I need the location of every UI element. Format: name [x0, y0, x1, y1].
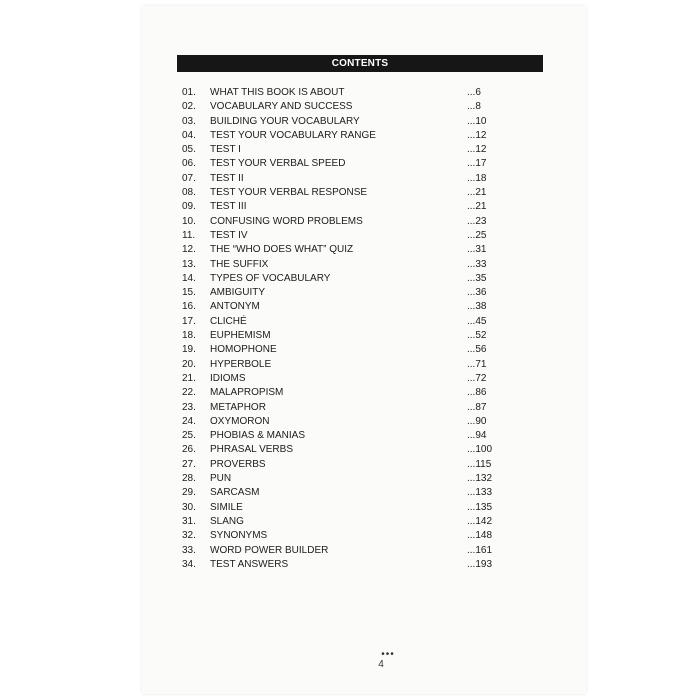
- toc-entry-number: 19.: [182, 344, 196, 356]
- toc-entry-number: 07.: [182, 172, 196, 184]
- toc-entry: [182, 544, 502, 558]
- toc-entry-number: 09.: [182, 201, 196, 213]
- toc-entry-number: 21.: [182, 372, 196, 384]
- toc-entry-title: ANTONYM: [210, 301, 260, 313]
- toc-entry-number: 12.: [182, 244, 196, 256]
- toc-entry-number: 17.: [182, 315, 196, 327]
- toc-entry: [182, 486, 502, 500]
- toc-entry-number: 02.: [182, 101, 196, 113]
- toc-entry-title: TEST I: [210, 144, 241, 156]
- toc-entry-title: OXYMORON: [210, 415, 270, 427]
- toc-entry-page: ...193: [467, 558, 493, 570]
- toc-entry-title: SIMILE: [210, 501, 243, 513]
- toc-entry-page: ...33: [467, 258, 487, 270]
- toc-entry: [182, 172, 502, 186]
- toc-entry: [182, 200, 502, 214]
- toc-entry: [182, 243, 502, 257]
- toc-entry-title: BUILDING YOUR VOCABULARY: [210, 115, 360, 127]
- toc-entry-number: 23.: [182, 401, 196, 413]
- toc-entry-number: 32.: [182, 530, 196, 542]
- toc-entry-title: TYPES OF VOCABULARY: [210, 272, 331, 284]
- toc-entry: [182, 372, 502, 386]
- toc-entry-number: 16.: [182, 301, 196, 313]
- toc-entry-page: ...115: [467, 458, 492, 470]
- toc-entry-page: ...133: [467, 487, 493, 499]
- toc-entry-number: 03.: [182, 115, 196, 127]
- toc-entry-title: PHOBIAS & MANIAS: [210, 430, 306, 442]
- toc-entry-title: TEST ANSWERS: [210, 558, 289, 570]
- toc-entry-title: AMBIGUITY: [210, 287, 266, 299]
- toc-entry: [182, 429, 502, 443]
- book-page: [142, 6, 586, 694]
- toc-entry-number: 10.: [182, 215, 196, 227]
- toc-entry: [182, 129, 502, 143]
- toc-entry-title: TEST YOUR VOCABULARY RANGE: [210, 129, 376, 141]
- toc-entry-page: ...36: [467, 287, 487, 299]
- toc-entry-number: 20.: [182, 358, 196, 370]
- toc-entry: [182, 515, 502, 529]
- toc-entry-page: ...87: [467, 401, 487, 413]
- toc-entry-page: ...56: [467, 344, 487, 356]
- toc-entry-page: ...148: [467, 530, 493, 542]
- toc-entry-page: ...6: [467, 87, 481, 98]
- toc-entry-page: ...45: [467, 315, 487, 327]
- toc-entry: [182, 401, 502, 415]
- toc-entry-title: CLICHÉ: [210, 315, 247, 327]
- toc-entry-number: 34.: [182, 558, 196, 570]
- toc-entry: [182, 186, 502, 200]
- toc-entry-title: PROVERBS: [210, 458, 266, 470]
- toc-entry: [182, 157, 502, 171]
- toc-entry-title: HYPERBOLE: [210, 358, 272, 370]
- toc-entry: [182, 529, 502, 543]
- toc-entry: [182, 472, 502, 486]
- toc-entry-title: SARCASM: [210, 487, 260, 499]
- toc-entry-page: ...12: [467, 144, 487, 156]
- page-number: 4: [378, 659, 384, 670]
- toc-entry-number: 22.: [182, 387, 196, 399]
- toc-entry-number: 26.: [182, 444, 196, 456]
- toc-entry-page: ...86: [467, 387, 487, 399]
- toc-entry-page: ...100: [467, 444, 493, 456]
- toc-entry-title: TEST III: [210, 201, 247, 213]
- toc-entry-page: ...17: [467, 158, 487, 170]
- toc-entry-title: VOCABULARY AND SUCCESS: [210, 101, 353, 113]
- toc-entry: [182, 501, 502, 515]
- toc-entry: [182, 286, 502, 300]
- toc-entry-number: 24.: [182, 415, 196, 427]
- toc-entry: [182, 415, 502, 429]
- toc-entry: [182, 558, 502, 572]
- toc-entry-page: ...132: [467, 473, 493, 485]
- toc-entry-title: THE SUFFIX: [210, 258, 269, 270]
- toc-entry: [182, 100, 502, 114]
- toc-entry-title: TEST YOUR VERBAL RESPONSE: [210, 187, 368, 199]
- toc-entry-number: 31.: [182, 515, 196, 527]
- toc-entry-page: ...52: [467, 330, 487, 342]
- toc-entry-title: MALAPROPISM: [210, 387, 284, 399]
- toc-entry: [182, 458, 502, 472]
- toc-entry-title: SLANG: [210, 515, 244, 527]
- toc-entry: [182, 300, 502, 314]
- toc-entry: [182, 343, 502, 357]
- toc-entry-title: WORD POWER BUILDER: [210, 544, 329, 556]
- toc-entry-number: 01.: [182, 87, 196, 98]
- toc-entry-title: CONFUSING WORD PROBLEMS: [210, 215, 363, 227]
- toc-entry-title: HOMOPHONE: [210, 344, 277, 356]
- toc-entry-title: TEST IV: [210, 229, 248, 241]
- toc-entry-page: ...25: [467, 229, 487, 241]
- toc-entry-number: 08.: [182, 187, 196, 199]
- toc-entry-page: ...31: [467, 244, 487, 256]
- toc-entry-title: IDIOMS: [210, 372, 246, 384]
- toc-entry-page: ...72: [467, 372, 487, 384]
- toc-entry-page: ...161: [467, 544, 493, 556]
- toc-entry-number: 33.: [182, 544, 196, 556]
- toc-entry-page: ...21: [467, 201, 487, 213]
- toc-entry-page: ...18: [467, 172, 487, 184]
- toc-entry-title: PHRASAL VERBS: [210, 444, 293, 456]
- toc-entry-number: 25.: [182, 430, 196, 442]
- toc-entry: [182, 115, 502, 129]
- toc-entry-number: 18.: [182, 330, 196, 342]
- toc-entry-number: 28.: [182, 473, 196, 485]
- toc-entry: [182, 86, 502, 100]
- toc-entry: [182, 143, 502, 157]
- toc-entry: [182, 358, 502, 372]
- toc-entry-title: EUPHEMISM: [210, 330, 271, 342]
- toc-entry-page: ...90: [467, 415, 487, 427]
- toc-entry-page: ...35: [467, 272, 487, 284]
- toc-entry-title: METAPHOR: [210, 401, 266, 413]
- toc-entry-page: ...21: [467, 187, 487, 199]
- toc-entry: [182, 443, 502, 457]
- toc-entry-page: ...71: [467, 358, 487, 370]
- toc-entry-number: 05.: [182, 144, 196, 156]
- toc-entry-title: SYNONYMS: [210, 530, 268, 542]
- toc-entry-title: TEST YOUR VERBAL SPEED: [210, 158, 346, 170]
- toc-entry-number: 04.: [182, 129, 196, 141]
- contents-title: CONTENTS: [331, 58, 389, 69]
- toc-entry-page: ...12: [467, 129, 487, 141]
- toc-entry-page: ...135: [467, 501, 493, 513]
- toc-entry-page: ...23: [467, 215, 487, 227]
- toc-entry: [182, 258, 502, 272]
- toc-entry-title: TEST II: [210, 172, 244, 184]
- footer-ornament: •••: [381, 649, 395, 660]
- toc-entry: [182, 272, 502, 286]
- toc-entry: [182, 229, 502, 243]
- toc-entry: [182, 329, 502, 343]
- toc-entry-title: PUN: [210, 473, 232, 485]
- toc-entry: [182, 386, 502, 400]
- toc-entry-page: ...94: [467, 430, 487, 442]
- toc-entry-title: WHAT THIS BOOK IS ABOUT: [210, 87, 345, 98]
- toc-entry-title: THE “WHO DOES WHAT” QUIZ: [210, 244, 354, 256]
- toc-entry-number: 27.: [182, 458, 196, 470]
- toc-entry: [182, 215, 502, 229]
- toc-entry-number: 13.: [182, 258, 196, 270]
- toc-entry-page: ...10: [467, 115, 487, 127]
- toc-entry-number: 11.: [182, 229, 196, 241]
- toc-entry-number: 14.: [182, 272, 196, 284]
- toc-entry-number: 29.: [182, 487, 196, 499]
- contents-header: [177, 55, 543, 72]
- toc-entry-page: ...38: [467, 301, 487, 313]
- toc-entry-number: 06.: [182, 158, 196, 170]
- toc-entry-page: ...142: [467, 515, 493, 527]
- toc-entry-number: 30.: [182, 501, 196, 513]
- table-of-contents: [182, 86, 502, 572]
- toc-entry: [182, 315, 502, 329]
- toc-entry-page: ...8: [467, 101, 481, 113]
- toc-entry-number: 15.: [182, 287, 196, 299]
